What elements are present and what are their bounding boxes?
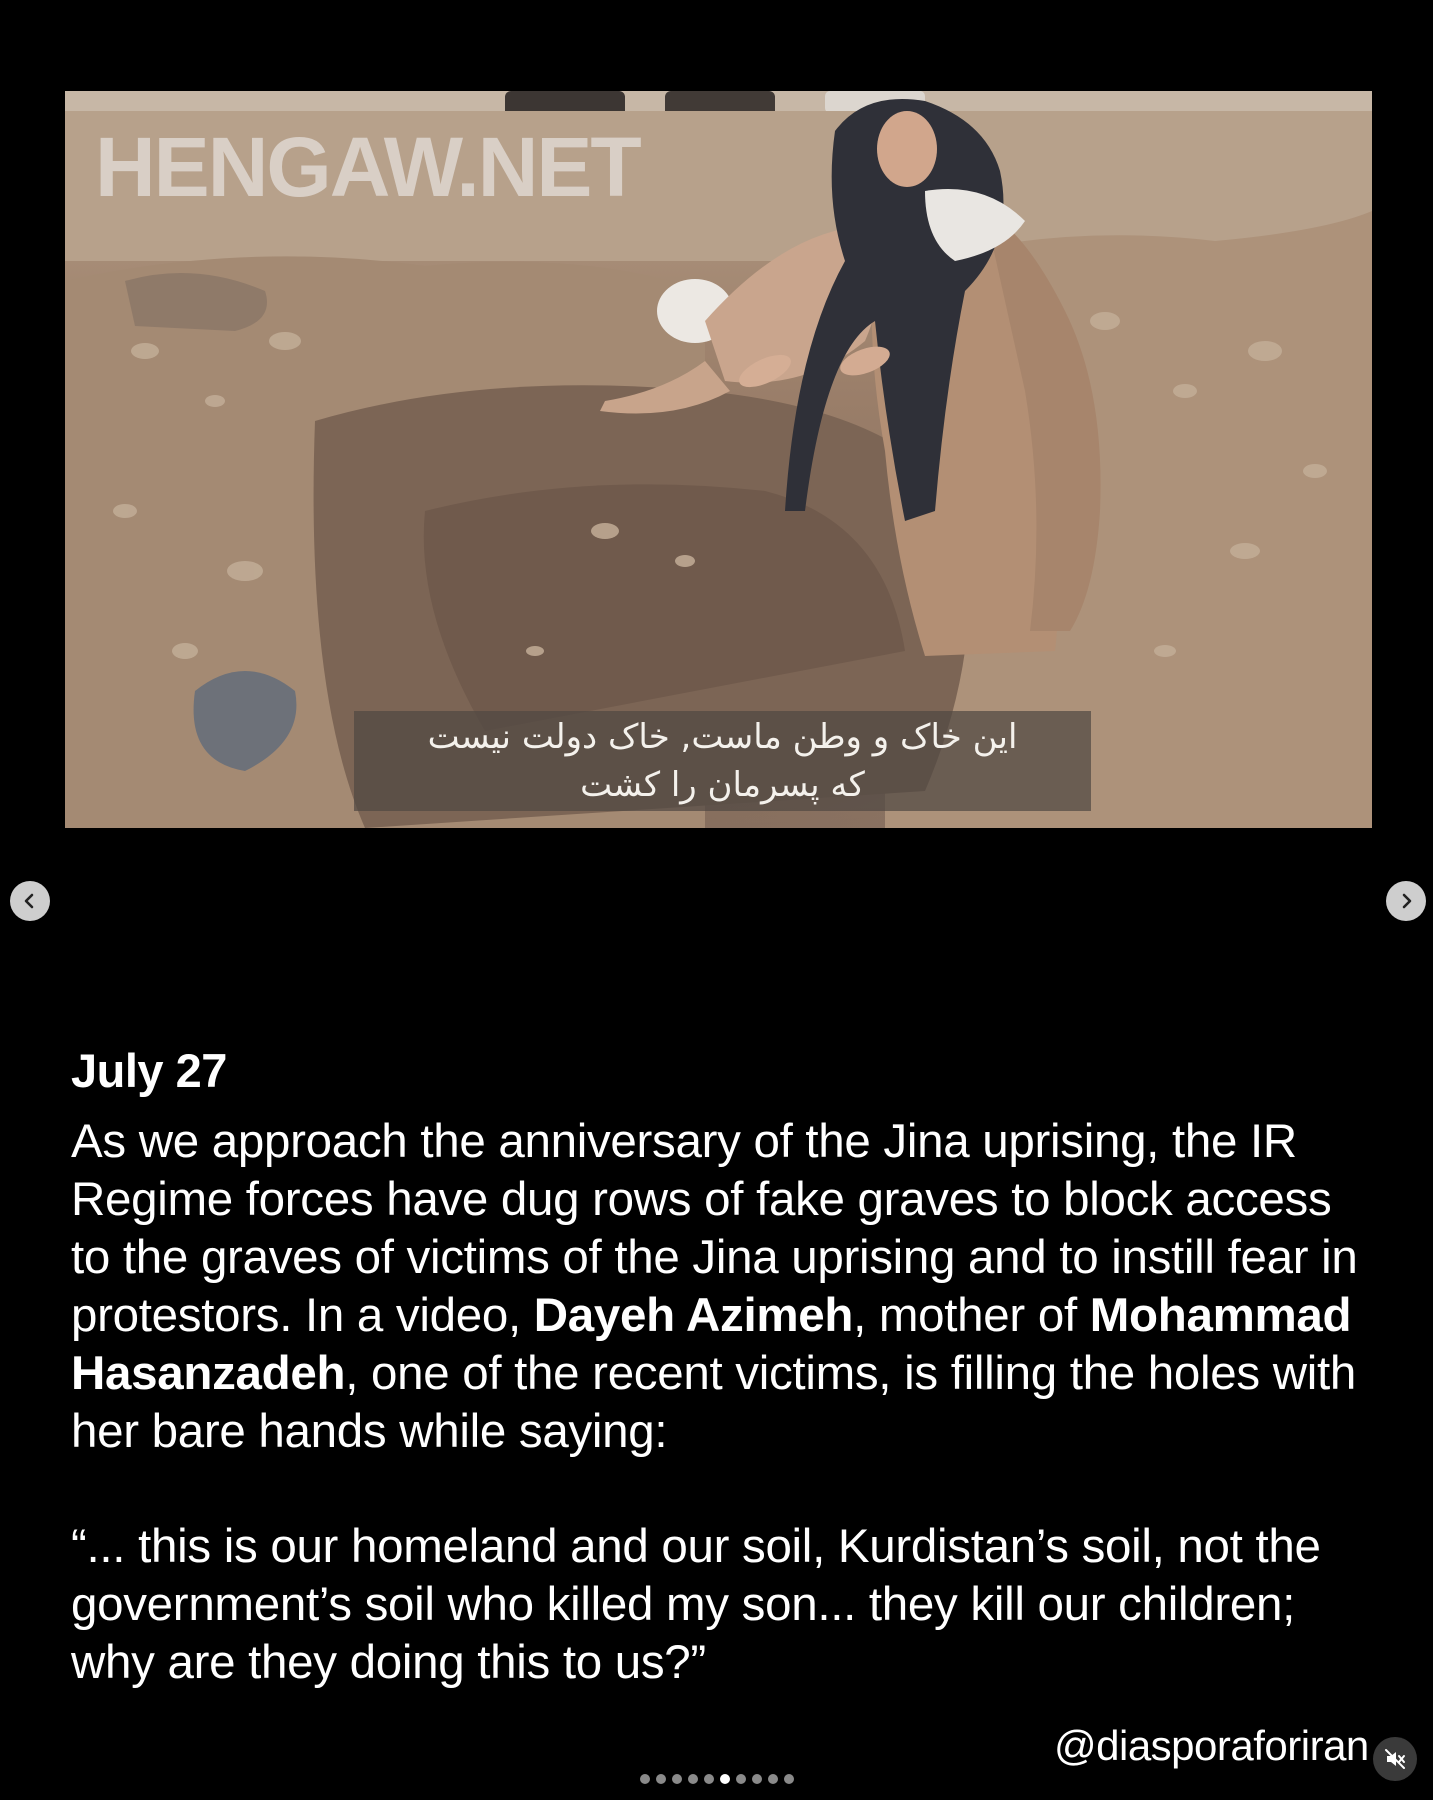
post-body-text-1: As we approach the anniversary of the Jina uprising, the IR Regime forces have dug rows of fake graves to block access to the graves of victims of the Jina uprising and to instill fear in protestors. In a video,: [71, 1115, 1358, 1342]
carousel-dot: [672, 1774, 682, 1784]
carousel-dot: [736, 1774, 746, 1784]
chevron-left-icon: [21, 892, 39, 910]
mute-toggle-button[interactable]: [1373, 1737, 1417, 1781]
chevron-right-icon: [1397, 892, 1415, 910]
video-subtitle: [354, 711, 1091, 811]
carousel-dot: [720, 1774, 730, 1784]
person-name-mother: Dayeh Azimeh: [533, 1289, 854, 1342]
carousel-dot: [752, 1774, 762, 1784]
muted-speaker-icon: [1383, 1747, 1407, 1771]
next-slide-button[interactable]: [1386, 881, 1426, 921]
post-body-text-3: , one of the recent victims, is filling the holes with her bare hands while saying:: [71, 1347, 1356, 1458]
carousel-dot: [688, 1774, 698, 1784]
account-handle: @diasporaforiran: [1054, 1722, 1369, 1769]
post-quote: “... this is our homeland and our soil, Kurdistan’s soil, not the government’s soil who killed my son... they kill our children; why are they doing this to us?”: [71, 1520, 1321, 1689]
carousel-dot: [784, 1774, 794, 1784]
post-body-text-2: , mother of: [853, 1289, 1090, 1342]
carousel-dot: [656, 1774, 666, 1784]
subtitle-line-2: که پسرمان را کشت: [580, 765, 865, 805]
subtitle-line-1: این خاک و وطن ماست, خاک دولت نیست: [427, 717, 1018, 757]
post-date: July 27: [71, 1044, 227, 1097]
video-watermark: HENGAW.NET: [95, 120, 640, 214]
carousel-dot: [704, 1774, 714, 1784]
carousel-dot: [640, 1774, 650, 1784]
video-player[interactable]: [65, 91, 1372, 828]
carousel-dot: [768, 1774, 778, 1784]
person-name-victim: Mohammad Hasanzadeh: [71, 1289, 1352, 1400]
post-body: [71, 1113, 1381, 1461]
carousel-indicator: [640, 1773, 794, 1785]
previous-slide-button[interactable]: [10, 881, 50, 921]
